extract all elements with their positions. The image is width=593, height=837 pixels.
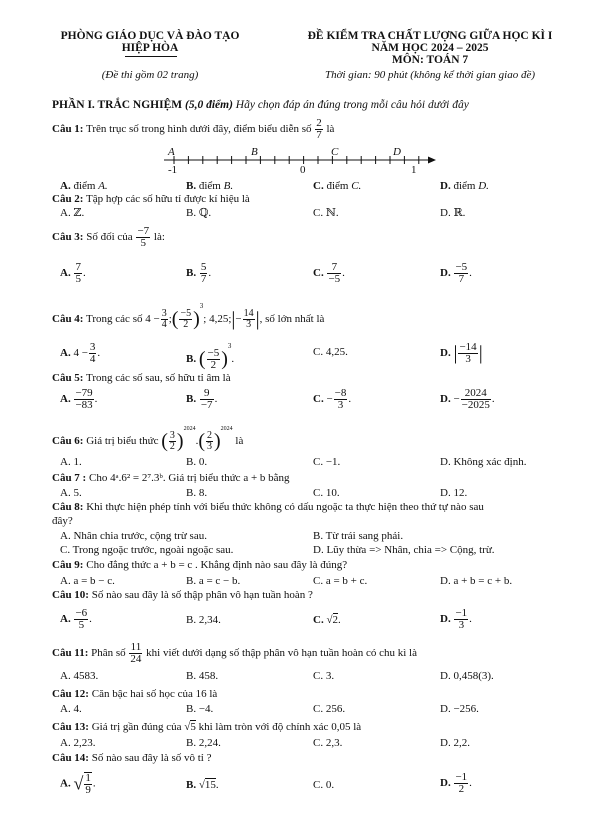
q10-option-b[interactable]: B. 2,34. [186,614,221,626]
q7-stem [52,472,290,484]
q13-text: Giá trị gần đúng của [91,721,182,733]
q3-option-c[interactable]: C. $\frac{7}{-5}$ . [313,261,345,285]
q8-option-a[interactable]: A. Nhân chia trước, cộng trừ sau. [60,530,207,542]
q4-stem: Câu 4: Trong các số 4 − $\frac{3}{4}$ ;( $\frac{-5}{2}$ )$^3$; 4,25;|− $\frac{14}{3}$ |, số lớn nhất là [52,302,325,330]
q2-option-d[interactable]: D. ℝ. [440,207,466,219]
q10-option-c[interactable]: C. √2. [313,614,341,626]
q11-option-a[interactable]: A. 4583. [60,670,99,682]
q6-text: Giá trị biểu thức [86,435,159,447]
q5-option-c[interactable]: C. − $\frac{-8}{3}$ . [313,387,352,411]
q3-option-d[interactable]: D. $\frac{-5}{7}$ . [440,261,472,285]
q11-after: khi viết dưới dạng số thập phân vô hạn tuần hoàn có chu kì là [146,647,417,660]
q4-s3: 4,25; [209,313,232,325]
q12-label: Câu 12: [52,688,89,700]
q13-option-b[interactable]: B. 2,24. [186,737,221,749]
q10-stem [52,589,313,601]
q1-fraction [315,118,323,141]
q1-stem [52,118,334,141]
q8-stem [52,501,484,513]
q6-after: là [235,435,244,447]
q10-text: Số nào sau đây là số thập phân vô hạn tuần hoàn ? [91,589,313,601]
q7-text: Cho 4ᵃ.6² = 2⁷.3ᵇ. Giá trị biểu thức a + b bằng [88,472,290,484]
q4-s1: 4 − [145,313,160,325]
q2-label: Câu 2: [52,193,84,205]
q6-option-c[interactable]: C. −1. [313,456,341,468]
subject: MÔN: TOÁN 7 [391,54,469,66]
q1-after: là [326,123,335,136]
q13-root: 5 [190,721,196,733]
q13-option-d[interactable]: D. 2,2. [440,737,470,749]
q8-option-d[interactable]: D. Lũy thừa => Nhân, chia => Cộng, trừ. [313,544,495,556]
page-count-note: (Đề thi gồm 02 trang) [101,69,199,81]
q1-frac-den: 7 [316,129,322,141]
q12-option-b[interactable]: B. −4. [186,703,214,715]
q1-text: Trên trục số trong hình dưới đây, điểm biểu diễn số [86,123,312,136]
q9-stem [52,559,347,571]
part1-title: PHẦN I. TRẮC NGHIỆM [52,99,183,111]
q14-option-d[interactable]: D. $\frac{-1}{2}$ . [440,771,472,795]
q7-label: Câu 7 : [52,472,87,484]
q9-option-a[interactable]: A. a = b − c. [60,575,115,587]
tick-label-minus1: -1 [168,164,178,176]
q3-text: Số đối của [86,231,133,244]
q6-stem: Câu 6: Giá trị biểu thức ( $\frac{3}{2}$ )$^{2024}$.( $\frac{2}{3}$ )$^{2024}$ là [52,426,244,452]
q12-option-c[interactable]: C. 256. [313,703,346,715]
q7-option-b[interactable]: B. 8. [186,487,208,499]
q2-stem [52,193,250,205]
q4-label: Câu 4: [52,313,84,325]
q4-text: Trong các số [86,313,143,325]
q4-option-d[interactable]: D. | $\frac{-14}{3}$ | [440,341,483,365]
q11-fraction: $\frac{11}{24}$ [130,641,142,665]
q9-text: Cho đẳng thức a + b = c . Khẳng định nào sau đây là đúng? [86,559,348,571]
q14-text: Số nào sau đây là số vô tỉ ? [91,752,212,764]
q11-option-c[interactable]: C. 3. [313,670,335,682]
q3-fraction [136,226,150,249]
q10-label: Câu 10: [52,589,89,601]
q12-option-a[interactable]: A. 4. [60,703,82,715]
q3-after: là: [153,231,165,244]
q2-text: Tập hợp các số hữu tỉ được kí hiệu là [86,193,250,205]
q2-option-b[interactable]: B. ℚ. [186,207,212,219]
q11-stem [52,642,417,665]
q12-text: Căn bậc hai số học của 16 là [91,688,218,700]
q1-option-c[interactable]: C. điểm C. [313,180,362,192]
q12-stem [52,688,217,700]
q10-option-d[interactable]: D. $\frac{-1}{3}$ . [440,607,472,631]
q11-option-b[interactable]: B. 458. [186,670,219,682]
q3-stem [52,226,165,249]
q4-after: , số lớn nhất là [259,313,325,325]
q3-option-b[interactable]: B. $\frac{5}{7}$ . [186,261,212,285]
q1-option-b[interactable]: B. điểm B. [186,180,234,192]
point-label-d: D [393,146,401,158]
q11-text: Phân số [91,647,126,660]
q2-option-a[interactable]: A. ℤ. [60,207,85,219]
exam-title: ĐỀ KIỂM TRA CHẤT LƯỢNG GIỮA HỌC KÌ I [307,30,553,42]
q14-label: Câu 14: [52,752,89,764]
q13-stem: Câu 13: Giá trị gần đúng của √5 khi làm tròn với độ chính xác 0,05 là [52,721,362,733]
tick-label-0: 0 [300,164,306,176]
q2-option-c[interactable]: C. ℕ. [313,207,339,219]
q14-stem [52,752,212,764]
q9-label: Câu 9: [52,559,84,571]
q7-option-c[interactable]: C. 10. [313,487,340,499]
q7-option-a[interactable]: A. 5. [60,487,82,499]
q7-option-d[interactable]: D. 12. [440,487,468,499]
part1-instruction: Hãy chọn đáp án đúng trong mỗi câu hỏi dưới đây [235,99,469,111]
q5-option-a[interactable]: A. $\frac{-79}{-83}$ . [60,387,98,411]
q8-text: Khi thực hiện phép tính với biểu thức không có dấu ngoặc ta thực hiện theo thứ tự nào sau [86,501,484,513]
header-underline-left [125,56,177,57]
part1-heading [52,99,469,111]
q14-option-a[interactable]: A. √ $\frac{1}{9}$ . [60,772,96,796]
q3-label: Câu 3: [52,231,84,244]
school-name: PHÒNG GIÁO DỤC VÀ ĐÀO TẠO [60,30,240,42]
school-year: NĂM HỌC 2024 – 2025 [371,42,489,54]
q5-label: Câu 5: [52,372,84,384]
q1-option-d[interactable]: D. điểm D. [440,180,489,192]
q14-option-b[interactable]: B. √15. [186,779,219,791]
q3-option-a[interactable]: A. $\frac{7}{5}$ . [60,261,86,285]
q11-label: Câu 11: [52,647,89,660]
tick-label-1: 1 [411,164,417,176]
q9-option-c[interactable]: C. a = b + c. [313,575,368,587]
q1-frac-num: 2 [316,117,322,129]
q10-option-a[interactable]: A. $\frac{-6}{5}$ . [60,607,92,631]
q8-option-c[interactable]: C. Trong ngoặc trước, ngoài ngoặc sau. [60,544,234,556]
q6-option-d[interactable]: D. Không xác định. [440,456,527,468]
time-note: Thời gian: 90 phút (không kể thời gian giao đề) [324,69,536,81]
q1-label: Câu 1: [52,123,84,136]
q8-stem-cont: đây? [52,515,73,527]
q3-num: −7 [137,225,150,237]
point-label-c: C [331,146,339,158]
q6-label: Câu 6: [52,435,84,447]
q6-option-a[interactable]: A. 1. [60,456,82,468]
q8-option-b[interactable]: B. Từ trái sang phải. [313,530,404,542]
q5-option-b[interactable]: B. $\frac{9}{-7}$ . [186,387,218,411]
q4-option-c[interactable]: C. 4,25. [313,346,348,358]
point-label-b: B [251,146,258,158]
q13-option-a[interactable]: A. 2,23. [60,737,96,749]
q5-option-d[interactable]: D. − $\frac{2024}{-2025}$ . [440,387,495,411]
q9-option-b[interactable]: B. a = c − b. [186,575,241,587]
q13-after: khi làm tròn với độ chính xác 0,05 là [198,721,362,733]
q14-option-c[interactable]: C. 0. [313,779,335,791]
part1-score: (5,0 điểm) [185,99,233,111]
q6-option-b[interactable]: B. 0. [186,456,208,468]
q9-option-d[interactable]: D. a + b = c + b. [440,575,513,587]
q12-option-d[interactable]: D. −256. [440,703,479,715]
q11-option-d[interactable]: D. 0,458(3). [440,670,494,682]
district-name: HIỆP HÒA [121,42,179,54]
q13-label: Câu 13: [52,721,89,733]
q3-den: 5 [140,237,147,249]
point-label-a: A [168,146,175,158]
q1-option-a[interactable]: A. điểm A. [60,180,108,192]
q4-option-a[interactable]: A. 4 − $\frac{3}{4}$ . [60,341,101,365]
q8-label: Câu 8: [52,501,84,513]
q4-option-b[interactable]: B. ( $\frac{-5}{2}$ )$^3$. [186,342,235,371]
q5-stem [52,372,231,384]
q13-option-c[interactable]: C. 2,3. [313,737,343,749]
q5-text: Trong các số sau, số hữu tỉ âm là [86,372,231,384]
